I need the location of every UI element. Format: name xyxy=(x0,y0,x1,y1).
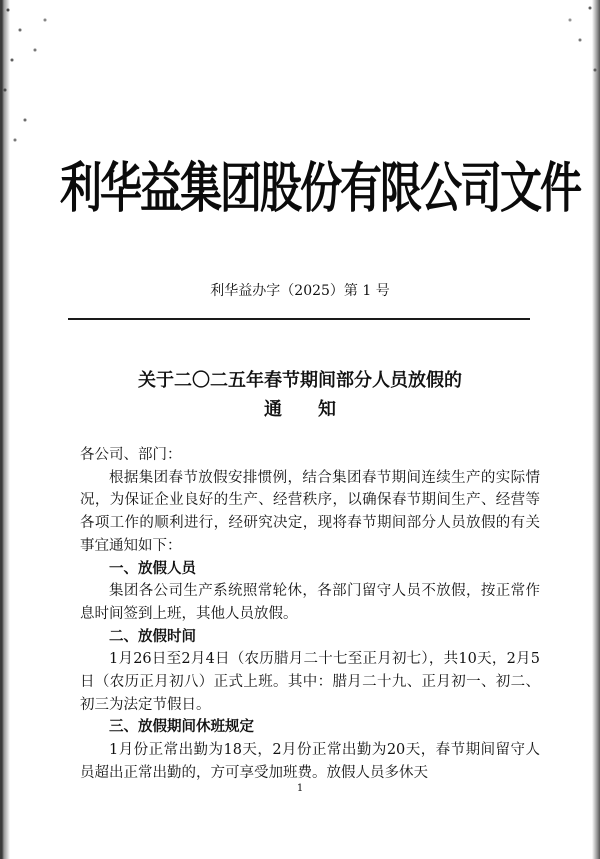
section1-paragraph: 集团各公司生产系统照常轮休，各部门留守人员不放假，按正常作息时间签到上班，其他人员放假。 xyxy=(80,583,540,622)
section3-heading: 三、放假期间休班规定 xyxy=(109,718,254,736)
section2-heading: 二、放假时间 xyxy=(109,627,196,645)
scan-noise-top-left xyxy=(0,0,70,150)
salutation: 各公司、部门： xyxy=(80,447,182,463)
document-body xyxy=(80,444,540,785)
document-header-title: 利华益集团股份有限公司文件 xyxy=(60,156,581,220)
notice-title-line2: 通知 xyxy=(264,399,372,420)
header-divider xyxy=(68,318,530,320)
notice-title xyxy=(0,366,600,424)
section1-heading: 一、放假人员 xyxy=(109,559,196,577)
scan-edge-right xyxy=(592,0,600,859)
intro-paragraph: 根据集团春节放假安排惯例，结合集团春节期间连续生产的实际情况，为保证企业良好的生产、经营秩序，以确保春节期间生产、经营等各项工作的顺利进行，经研究决定，现将春节期间部分人员放假的有关事宜通知如下： xyxy=(80,469,540,554)
scan-noise-top-right xyxy=(540,0,600,100)
section3-paragraph: 1月份正常出勤为18天，2月份正常出勤为20天，春节期间留守人员超出正常出勤的，方可享受加班费。放假人员多休天 xyxy=(80,742,540,781)
notice-title-line1: 关于二〇二五年春节期间部分人员放假的 xyxy=(138,370,462,391)
page-number: 1 xyxy=(296,783,304,794)
section2-paragraph: 1月26日至2月4日（农历腊月二十七至正月初七），共10天，2月5日（农历正月初八）正式上班。其中：腊月二十九、正月初一、初二、初三为法定节假日。 xyxy=(80,651,540,713)
document-number: 利华益办字（2025）第 1 号 xyxy=(210,283,390,299)
